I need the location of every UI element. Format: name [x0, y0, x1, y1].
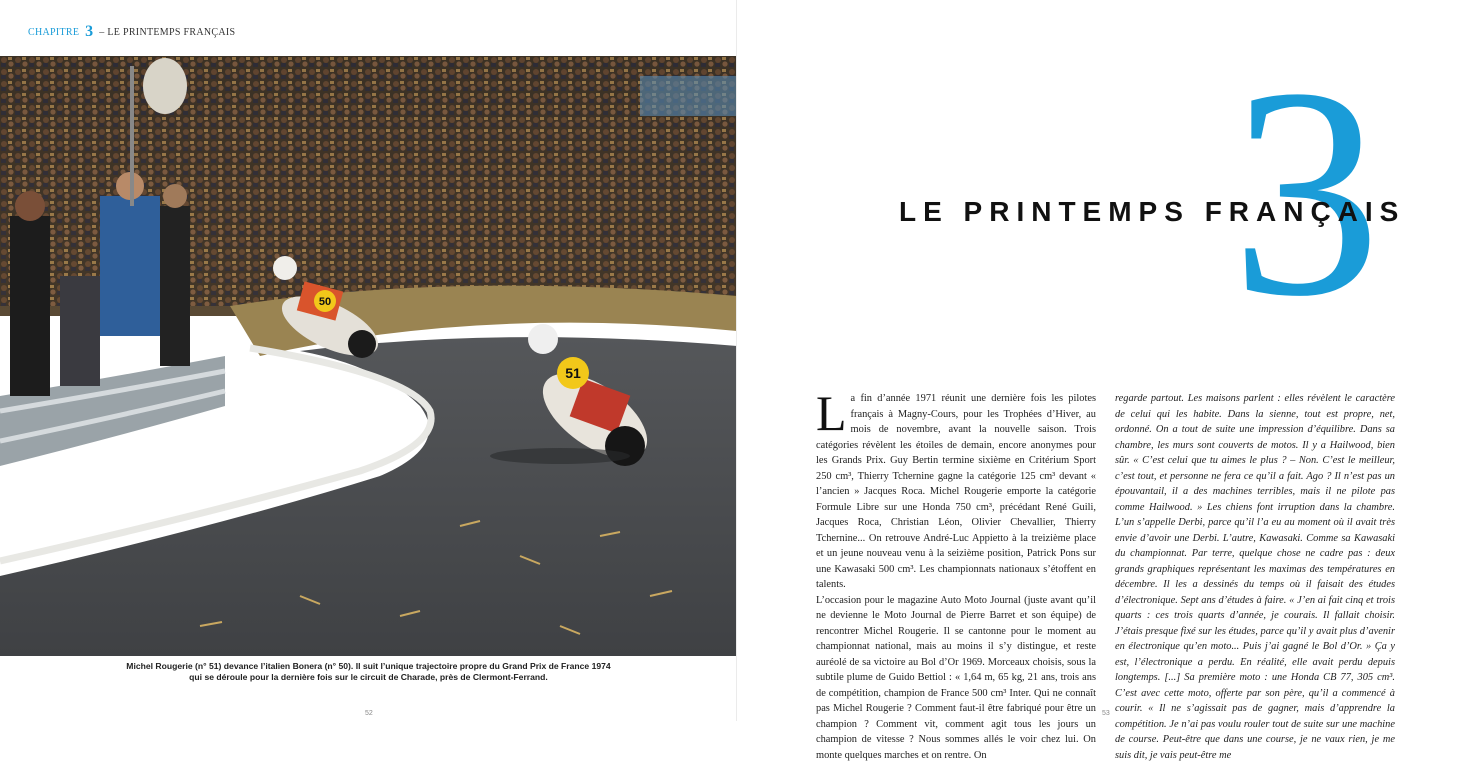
svg-text:51: 51: [565, 365, 581, 381]
paragraph-1-text: a fin d’année 1971 réunit une dernière fois les pilotes français à Magny-Cours, pour les Trophées d’Hiver, au mois de novembre, avant la nouvelle saison. Trois catégories révèlent les étoiles de demain, encore anonymes pour les Grands Prix. Guy Bertin termine sixième en Critérium Sport 250 cm³, Thierry Tchernine gagne la catégorie 125 cm³ devant « l’ancien » Jacques Roca. Michel Rougerie emporte la catégorie Formule Libre sur une Honda 750 cm³, précédant René Guili, Jacques Roca, Christian Léon, Olivier Chevallier, Thierry Tchernine... On retrouve André-Luc Appietto à la treizième place et un jeune nouveau venu à la seizième position, Patrick Pons sur une Kawasaki 500 cm³. Les championnats nationaux s’étoffent en talents.: [816, 393, 1096, 590]
column-2-text: regarde partout. Les maisons parlent : elles révèlent le caractère de celui qui les habite. Dans la sienne, tout est propre, net, ordonné. On a tout de suite une impression d’équilibre. Dans sa chambre, les murs sont couverts de motos. Il y a Hailwood, bien sûr. « C’est celui que tu aimes le plus ? – Non. C’est le meilleur, c’est tout, et personne ne fera ce qu’il a fait. Ago ? Il n’est pas un épouvantail, il a des machines terribles, mais il ne pilote pas comme Hailwood. » Les chiens font irruption dans la chambre. L’un s’appelle Derbi, parce qu’il l’a eu au moment où il avait très envie d’avoir une Derbi. L’autre, Kawasaki. Comme sa Kawasaki du championnat. Par terre, quelque chose ne cadre pas : deux grands graphiques représentant les maximas des températures en décembre. Il les a dessinés du temps où il faisait des études d’électronique. Sept ans d’études à faire. « J’en ai fait cinq et trois quarts : ces trois quarts d’année, je courais. Il fallait choisir. J’étais presque fixé sur les études, parce qu’il y avait plus d’avenir en électronique qu’en moto... Puis j’ai gagné le Bol d’Or. » Ça y est, l’électronique a perdu. En réalité, elle avait perdu depuis longtemps. [...] Sa première moto : une Honda CB 77, 305 cm³. C’est avec cette moto, offerte par son père, qu’il a commencé à courir. « Il ne s’agissait pas de gagner, mais d’apprendre la compétition. Je n’ai pas voulu rouler tout de suite sur une machine de course. Peut-être que dans une course, je ne vaux rien, je me suis dit, je vais peut-être me: [1115, 391, 1395, 763]
caption-line-2: qui se déroule pour la dernière fois sur le circuit de Charade, près de Clermont-Ferrand.: [0, 672, 737, 683]
running-head-title: LE PRINTEMPS FRANÇAIS: [107, 27, 235, 38]
paragraph-2: L’occasion pour le magazine Auto Moto Journal (juste avant qu’il ne devienne le Moto Journal de Pierre Barret et son équipe) de rencontrer Michel Rougerie. Il se cantonne pour le moment au championnat national, mais au moins il s’y distingue, et reste auréolé de sa victoire au Bol d’Or 1969. Morceaux choisis, sous la subtile plume de Guido Bettiol : « 1,64 m, 65 kg, 21 ans, trois ans de compétition, champion de France 500 cm³ Inter. Qui ne connaît pas Michel Rougerie ? Comment faut-il être fabriqué pour être un champion ? Comment vit, comment agit tous les jours un champion de vitesse ? Nous sommes allés le voir chez lui. On monte quelques marches et on rentre. On: [816, 593, 1096, 763]
running-head: [28, 23, 235, 41]
body-column-2: [1115, 391, 1395, 763]
chapter-label: CHAPITRE: [28, 27, 79, 38]
chapter-title: LE PRINTEMPS FRANÇAIS: [899, 196, 1405, 228]
folio-right: 53: [1102, 710, 1110, 717]
chapter-number-large: 3: [1231, 42, 1381, 342]
paragraph-1: [816, 391, 1096, 593]
right-page: [737, 0, 1474, 721]
svg-text:50: 50: [319, 296, 331, 308]
caption-line-1: Michel Rougerie (n° 51) devance l’italien Bonera (n° 50). Il suit l’unique trajectoire propre du Grand Prix de France 1974: [0, 661, 737, 672]
running-head-separator: –: [99, 27, 104, 38]
race-photo: [0, 56, 737, 656]
motorcycle-race-photo-icon: [0, 56, 737, 656]
chapter-number-small: 3: [85, 23, 93, 40]
left-page: [0, 0, 737, 721]
folio-left: 52: [365, 710, 373, 717]
photo-caption: [0, 661, 737, 683]
drop-cap: L: [816, 393, 847, 433]
body-column-1: [816, 391, 1096, 763]
